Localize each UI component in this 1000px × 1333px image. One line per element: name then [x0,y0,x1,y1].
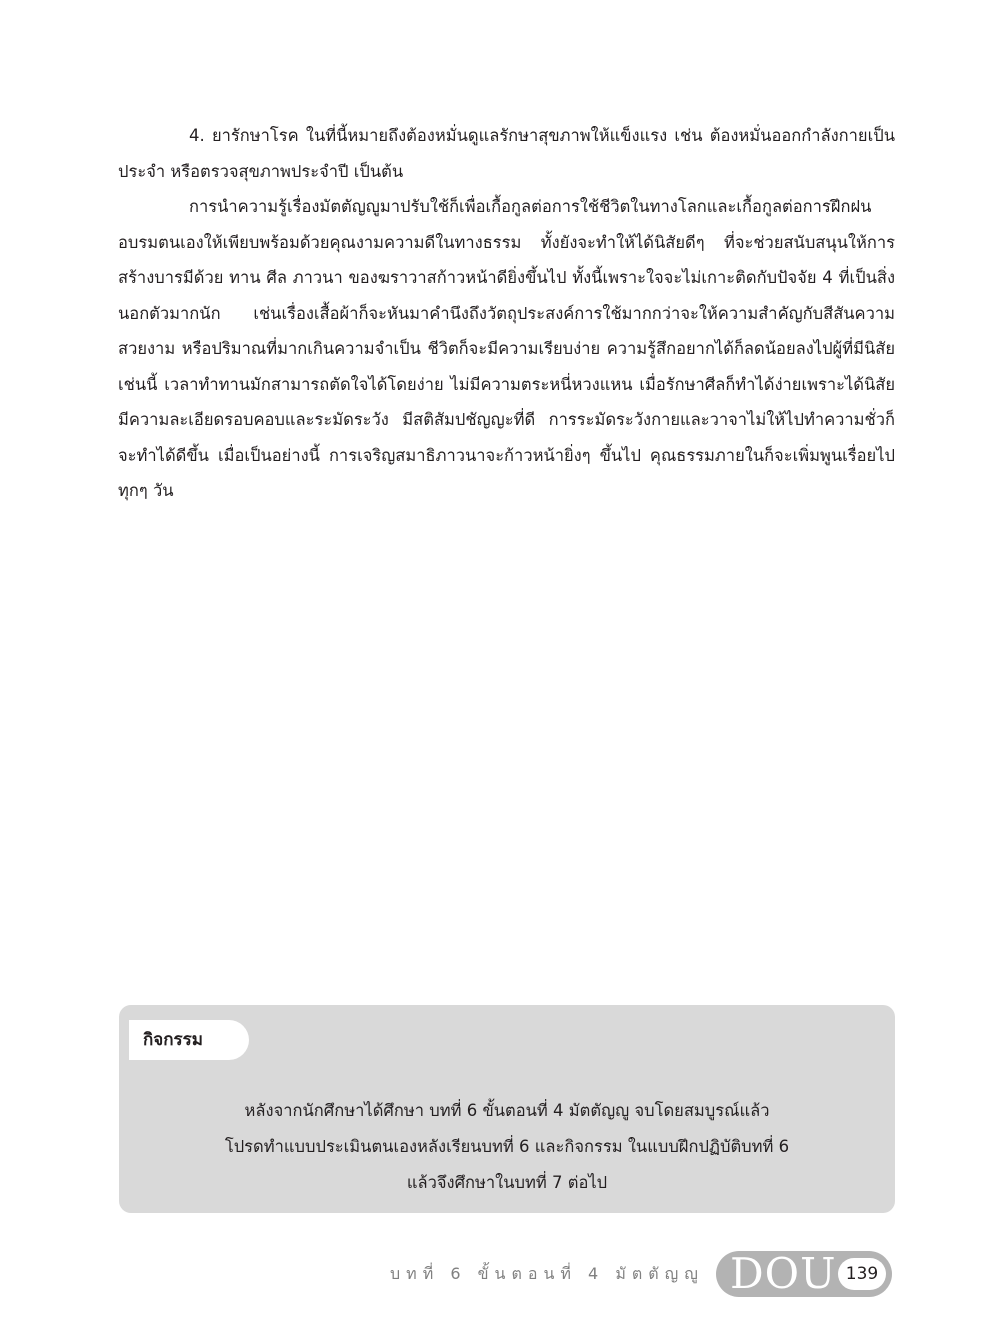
page-number: 139 [838,1258,886,1290]
activity-instructions [119,1093,895,1201]
paragraph-medicine: 4. ยารักษาโรค ในที่นี้หมายถึงต้องหมั่นดูแลรักษาสุขภาพให้แข็งแรง เช่น ต้องหมั่นออกกำลังกายเป็นประจำ หรือตรวจสุขภาพประจำปี เป็นต้น [118,126,895,181]
activity-line: โปรดทำแบบประเมินตนเองหลังเรียนบทที่ 6 และกิจกรรม ในแบบฝึกปฏิบัติบทที่ 6 [224,1137,790,1156]
activity-box [119,1005,895,1213]
activity-line: แล้วจึงศึกษาในบทที่ 7 ต่อไป [406,1173,608,1192]
page-badge [716,1251,892,1297]
paragraph-application: การนำความรู้เรื่องมัตตัญญูมาปรับใช้ก็เพื่อเกื้อกูลต่อการใช้ชีวิตในทางโลกและเกื้อกูลต่อการฝึกฝนอบรมตนเองให้เพียบพร้อมด้วยคุณงามความดีในทางธรรม ทั้งยังจะทำให้ได้นิสัยดีๆ ที่จะช่วยสนับสนุนให้การสร้างบารมีด้วย ทาน ศีล ภาวนา ของฆราวาสก้าวหน้าดียิ่งขึ้นไป ทั้งนี้เพราะใจจะไม่เกาะติดกับปัจจัย 4 ที่เป็นสิ่งนอกตัวมากนัก เช่นเรื่องเสื้อผ้าก็จะหันมาคำนึงถึงวัตถุประสงค์การใช้มากกว่าจะให้ความสำคัญกับสีสันความสวยงาม หรือปริมาณที่มากเกินความจำเป็น ชีวิตก็จะมีความเรียบง่าย ความรู้สึกอยากได้ก็ลดน้อยลงไปผู้ที่มีนิสัยเช่นนี้ เวลาทำทานมักสามารถตัดใจได้โดยง่าย ไม่มีความตระหนี่หวงแหน เมื่อรักษาศีลก็ทำได้ง่ายเพราะได้นิสัยมีความละเอียดรอบคอบและระมัดระวัง มีสติสัมปชัญญะที่ดี การระมัดระวังกายและวาจาไม่ให้ไปทำความชั่วก็จะทำได้ดีขึ้น เมื่อเป็นอย่างนี้ การเจริญสมาธิภาวนาจะก้าวหน้ายิ่งๆ ขึ้นไป คุณธรรมภายในก็จะเพิ่มพูนเรื่อยไปทุกๆ วัน [118,197,895,500]
footer-chapter-title: บทที่ 6 ขั้นตอนที่ 4 มัตตัญญู [390,1264,704,1283]
activity-line: หลังจากนักศึกษาได้ศึกษา บทที่ 6 ขั้นตอนที่ 4 มัตตัญญู จบโดยสมบูรณ์แล้ว [244,1101,770,1120]
activity-title: กิจกรรม [129,1020,249,1060]
body-text [118,118,895,509]
dou-logo: DOU [730,1249,837,1298]
